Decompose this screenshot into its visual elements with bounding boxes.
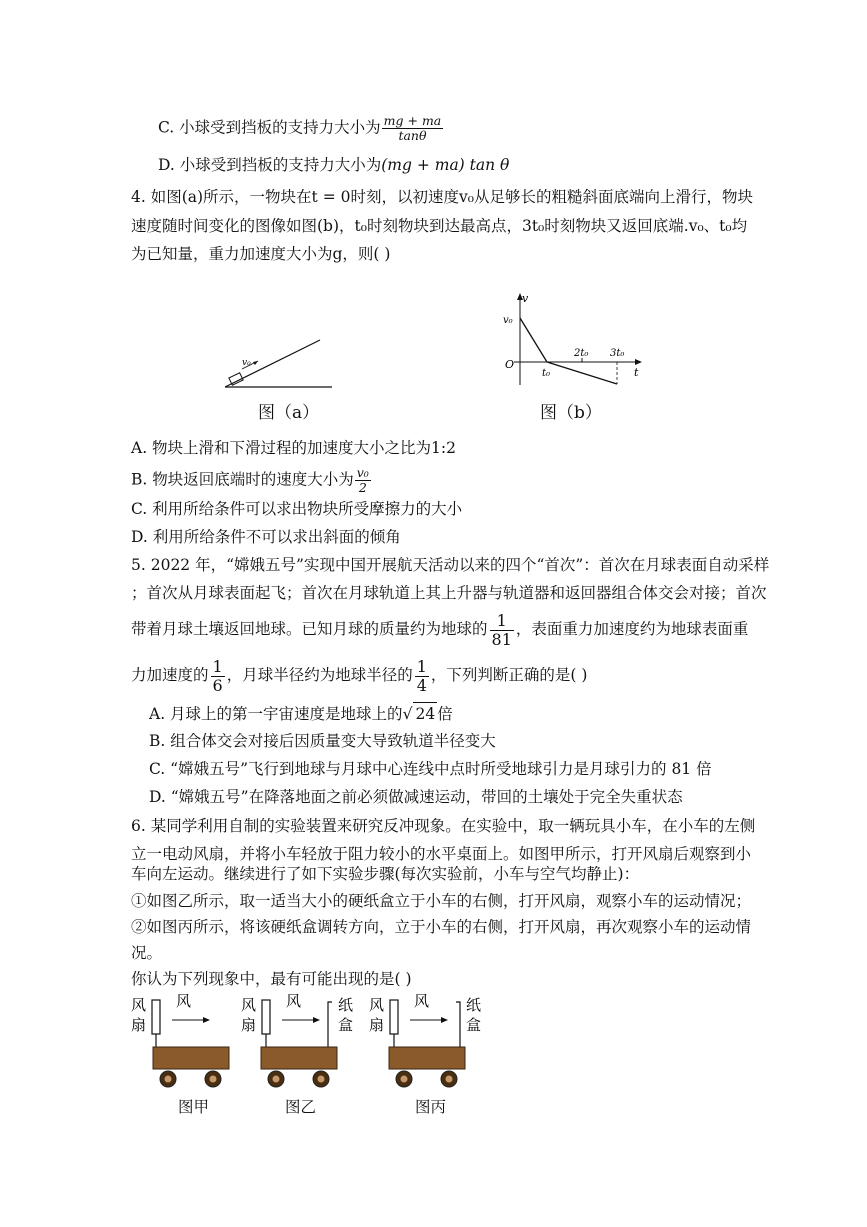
q6-question: 你认为下列现象中，最有可能出现的是( )	[131, 970, 412, 988]
q4-graph-v0: v₀	[503, 315, 513, 326]
q6-bing-box-char1: 纸	[466, 996, 482, 1014]
q6-yi-fan-char1: 风	[241, 996, 257, 1014]
q6-jia-cart	[153, 1047, 229, 1069]
q4-figure-a-caption: 图（a）	[258, 403, 320, 423]
q4-option-c[interactable]: C. 利用所给条件可以求出物块所受摩擦力的大小	[131, 500, 463, 518]
q4-option-b[interactable]: B. 物块返回底端时的速度大小为 $\frac{\text{v₀}}{2}$	[131, 465, 369, 495]
q4-figure-b	[500, 290, 650, 390]
q5-option-c[interactable]: C. “嫦娥五号”飞行到地球与月球中心连线中点时所受地球引力是月球引力的 81 倍	[149, 760, 712, 778]
q6-figure-yi	[238, 992, 363, 1092]
q6-step-2-cont: 况。	[131, 944, 163, 962]
q4-stem-line3: 为已知量，重力加速度大小为g，则( )	[131, 245, 391, 263]
q6-yi-box-char1: 纸	[338, 996, 354, 1014]
q6-stem-line1: 6. 某同学利用自制的实验装置来研究反冲现象。在实验中，取一辆玩具小车，在小车的左侧	[131, 817, 756, 835]
q6-figure-bing	[366, 992, 491, 1092]
q4-figure-a	[220, 335, 340, 395]
q5-option-b[interactable]: B. 组合体交会对接后因质量变大导致轨道半径变大	[149, 732, 496, 750]
q6-stem-line3: 车向左运动。继续进行了如下实验步骤(每次实验前，小车与空气均静止)：	[131, 865, 640, 883]
q4-figure-b-caption: 图（b）	[540, 403, 602, 423]
q5-fraction-1-6: $\frac{1}{6}$	[212, 656, 223, 695]
q4-graph-axis-v: v	[522, 292, 529, 305]
q4-stem-line1: 4. 如图(a)所示，一物块在t = 0时刻，以初速度v₀从足够长的粗糙斜面底端向上滑行，物块	[131, 188, 753, 206]
q5-option-d[interactable]: D. “嫦娥五号”在降落地面之前必须做减速运动，带回的土壤处于完全失重状态	[149, 788, 683, 806]
q6-jia-fan-char1: 风	[131, 996, 147, 1014]
q6-bing-wind-label: 风	[414, 992, 430, 1010]
q6-bing-box-char2: 盒	[466, 1016, 482, 1034]
q4-option-b-fraction: $\frac{\text{v₀}}{2}$	[356, 465, 369, 495]
q6-yi-box-char2: 盒	[338, 1016, 354, 1034]
q5-fraction-1-81: $\frac{1}{81}$	[491, 610, 512, 649]
sqrt-icon: √	[402, 705, 413, 723]
q4-graph-axis-t: t	[634, 366, 639, 379]
arrow-right-icon	[441, 1017, 448, 1023]
q3-option-d[interactable]: D. 小球受到挡板的支持力大小为(mg + ma) tan θ	[158, 156, 510, 174]
q4-option-d[interactable]: D. 利用所给条件不可以求出斜面的倾角	[131, 528, 401, 546]
q6-caption-yi: 图乙	[285, 1098, 317, 1116]
q5-stem-line3: 带着月球土壤返回地球。已知月球的质量约为地球的 $\frac{1}{81}$ ，表面重力加速度约为地球表面重	[131, 610, 749, 649]
q6-yi-cart	[261, 1047, 337, 1069]
arrow-right-icon	[313, 1017, 320, 1023]
q6-yi-fan-char2: 扇	[241, 1016, 257, 1034]
q5-stem-line2: ；首次从月球表面起飞；首次在月球轨道上其上升器与轨道器和返回器组合体交会对接；首次	[131, 584, 767, 602]
q6-bing-fan-char2: 扇	[369, 1016, 385, 1034]
q4-graph-origin: O	[505, 358, 515, 371]
q4-figure-a-v0-label: v₀	[242, 358, 251, 368]
q6-stem-line2: 立一电动风扇，并将小车轻放于阻力较小的水平桌面上。如图甲所示，打开风扇后观察到小	[131, 845, 752, 863]
q4-graph-3t0: 3t₀	[610, 348, 625, 359]
q3-option-c[interactable]: C. 小球受到挡板的支持力大小为 $\frac{mg + ma}{\tan\theta}$	[158, 113, 442, 143]
q5-option-a[interactable]: A. 月球上的第一宇宙速度是地球上的√ 24 倍	[149, 702, 453, 725]
arrow-right-icon	[203, 1017, 210, 1023]
q6-yi-wind-label: 风	[286, 992, 302, 1010]
q4-graph-2t0: 2t₀	[574, 348, 589, 359]
q5-stem-line4: 力加速度的 $\frac{1}{6}$ ，月球半径约为地球半径的 $\frac{1}{4}$ ，下列判断正确的是( )	[131, 656, 588, 695]
q6-caption-bing: 图丙	[415, 1098, 447, 1116]
q6-bing-paper-box	[456, 1002, 460, 1047]
q6-bing-fan-char1: 风	[369, 996, 385, 1014]
q3-option-c-fraction: $\frac{mg + ma}{\tan\theta}$	[383, 113, 442, 143]
q5-fraction-1-4: $\frac{1}{4}$	[416, 656, 427, 695]
q6-jia-fan-char2: 扇	[131, 1016, 147, 1034]
q6-jia-wind-label: 风	[176, 992, 192, 1010]
q5-stem-line1: 5. 2022 年，“嫦娥五号”实现中国开展航天活动以来的四个“首次”：首次在月球表面自动采样	[131, 556, 770, 574]
q6-bing-fan	[390, 1000, 398, 1034]
q6-yi-fan	[262, 1000, 270, 1034]
q6-caption-jia: 图甲	[178, 1098, 210, 1116]
q6-figure-jia	[128, 992, 238, 1092]
q6-jia-fan	[152, 1000, 160, 1034]
q4-option-a[interactable]: A. 物块上滑和下滑过程的加速度大小之比为1:2	[131, 439, 456, 457]
q4-stem-line2: 速度随时间变化的图像如图(b)，t₀时刻物块到达最高点，3t₀时刻物块又返回底端.v₀、t₀均	[131, 217, 748, 235]
q4-graph-t0: t₀	[542, 368, 551, 379]
q6-step-1: ①如图乙所示，取一适当大小的硬纸盒立于小车的右侧，打开风扇，观察小车的运动情况；	[131, 892, 752, 910]
q6-bing-cart	[389, 1047, 465, 1069]
q6-step-2: ②如图丙所示，将该硬纸盒调转方向，立于小车的右侧，打开风扇，再次观察小车的运动情	[131, 918, 752, 936]
q6-yi-paper-box	[328, 1002, 332, 1047]
